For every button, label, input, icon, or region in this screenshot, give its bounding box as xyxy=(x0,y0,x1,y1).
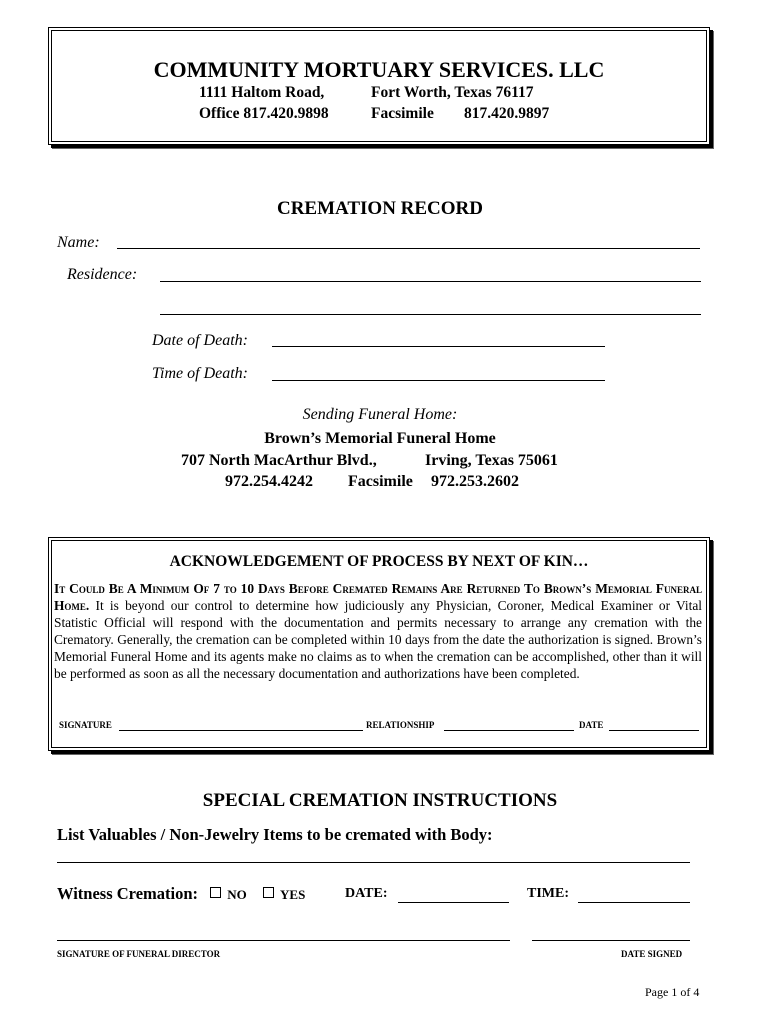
acknowledgement-box xyxy=(48,537,710,751)
witness-no-checkbox[interactable] xyxy=(210,887,221,898)
sending-home-fax-label: Facsimile xyxy=(348,473,413,490)
ack-signature-field[interactable] xyxy=(119,730,363,731)
sending-home-name: Brown’s Memorial Funeral Home xyxy=(264,430,496,447)
acknowledgement-lead: It Could Be A Minimum Of 7 to 10 Days Before Cremated Remains Are Returned To Brown’s Memorial Funeral Home. xyxy=(54,581,702,613)
sending-home-city: Irving, Texas 75061 xyxy=(425,452,558,469)
company-fax-number: 817.420.9897 xyxy=(464,105,550,122)
acknowledgement-text xyxy=(54,580,702,682)
ack-signature-label: SIGNATURE xyxy=(59,720,112,730)
witness-time-label: TIME: xyxy=(527,886,569,901)
witness-date-field[interactable] xyxy=(398,902,509,903)
valuables-field[interactable] xyxy=(57,862,690,863)
time-of-death-field[interactable] xyxy=(272,380,605,381)
sending-home-street: 707 North MacArthur Blvd., xyxy=(181,452,377,469)
ack-relationship-field[interactable] xyxy=(444,730,574,731)
ack-date-label: DATE xyxy=(579,720,604,730)
date-of-death-label: Date of Death: xyxy=(152,332,248,349)
date-signed-label: DATE SIGNED xyxy=(621,949,683,959)
residence-field-line-2[interactable] xyxy=(160,314,701,315)
witness-cremation-label: Witness Cremation: xyxy=(57,884,199,903)
director-signature-label: SIGNATURE OF FUNERAL DIRECTOR xyxy=(57,949,221,959)
ack-relationship-label: RELATIONSHIP xyxy=(366,720,435,730)
residence-field-line-1[interactable] xyxy=(160,281,701,282)
witness-time-field[interactable] xyxy=(578,902,690,903)
ack-date-field[interactable] xyxy=(609,730,699,731)
sending-home-label: Sending Funeral Home: xyxy=(302,406,458,423)
company-fax-label: Facsimile xyxy=(371,105,434,122)
name-field[interactable] xyxy=(117,248,700,249)
company-city: Fort Worth, Texas 76117 xyxy=(371,84,534,101)
acknowledgement-body: It is beyond our control to determine how judiciously any Physician, Coroner, Medical Examiner or Vital Statistic Official will respond with the documentation and permits necessary to arrange any cremation with the Crematory. Generally, the cremation can be completed within 10 days from the date the authorization is signed. Brown’s Memorial Funeral Home and its agents make no claims as to when the cremation can be accomplished, other than it will be performed as soon as all the necessary documentation and authorizations have been completed. xyxy=(54,598,702,681)
company-street: 1111 Haltom Road, xyxy=(199,84,325,101)
sending-home-phone: 972.254.4242 xyxy=(225,473,313,490)
date-of-death-field[interactable] xyxy=(272,346,605,347)
page-number: Page 1 of 4 xyxy=(645,985,700,999)
special-instructions-title: SPECIAL CREMATION INSTRUCTIONS xyxy=(202,790,558,811)
company-office-phone: Office 817.420.9898 xyxy=(199,105,329,122)
witness-cremation-row xyxy=(57,884,305,904)
sending-home-fax: 972.253.2602 xyxy=(431,473,519,490)
name-label: Name: xyxy=(57,234,100,251)
director-signature-field[interactable] xyxy=(57,940,510,941)
acknowledgement-title: ACKNOWLEDGEMENT OF PROCESS BY NEXT OF KIN… xyxy=(169,553,589,570)
witness-no-label: NO xyxy=(227,887,247,902)
witness-yes-label: YES xyxy=(280,887,306,902)
witness-yes-checkbox[interactable] xyxy=(263,887,274,898)
residence-label: Residence: xyxy=(67,266,138,283)
valuables-label: List Valuables / Non-Jewelry Items to be cremated with Body: xyxy=(57,825,493,844)
company-name: COMMUNITY MORTUARY SERVICES. LLC xyxy=(153,57,605,82)
date-signed-field[interactable] xyxy=(532,940,690,941)
record-title: CREMATION RECORD xyxy=(276,198,483,219)
witness-date-label: DATE: xyxy=(345,886,388,901)
company-header-box xyxy=(48,27,710,145)
time-of-death-label: Time of Death: xyxy=(152,365,248,382)
